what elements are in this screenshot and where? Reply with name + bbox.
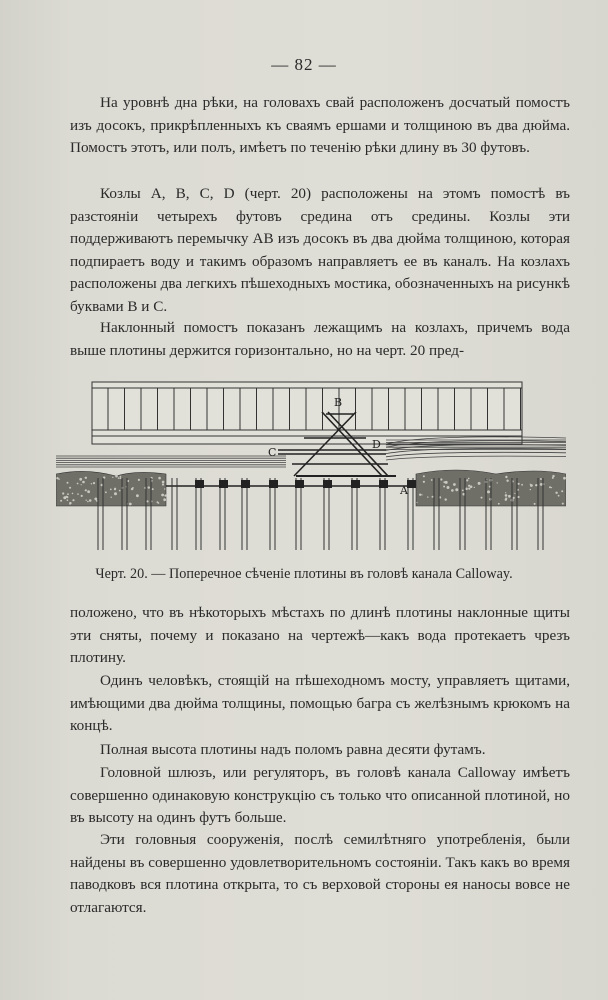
dam-wall (92, 382, 522, 444)
label-c: C (268, 446, 277, 459)
paragraph-operator: Одинъ человѣкъ, стоящій на пѣшеходномъ мосту, управляетъ щитами, имѣющими два дюйма толщины, помощью багра съ желѣзнымъ крюкомъ на концѣ. (70, 672, 570, 735)
paragraph-trestles: Козлы А, В, С, D (черт. 20) расположены на этомъ помостѣ въ разстояніи четырехъ футовъ средина отъ средины. Козлы эти поддерживаютъ перемычку АВ изъ досокъ въ два дюйма толщиною, которая подпираетъ воду и такимъ образомъ направляетъ ее въ каналъ. На козлахъ расположены два легкихъ пѣшеходныхъ мостика, обозначенныхъ на рисункѣ буквами В и С. (70, 185, 570, 315)
paragraph-head-sluice: Головной шлюзъ, или регуляторъ, въ головѣ канала Calloway имѣетъ совершенно одинаковую конструкцію съ только что описанной плотиной, но въ высоту на одинъ футъ больше. (70, 764, 570, 827)
label-a: A (400, 484, 408, 497)
figure-caption: Черт. 20. — Поперечное сѣченіе плотины въ головѣ канала Calloway. (95, 566, 513, 582)
label-d: D (372, 438, 381, 451)
paragraph-height: Полная высота плотины надъ поломъ равна десяти футамъ. (100, 741, 486, 758)
label-b: B (334, 396, 343, 409)
pile-heads (195, 480, 416, 488)
paragraph-removed-shields: положено, что въ нѣкоторыхъ мѣстахъ по длинѣ плотины наклонные щиты эти сняты, почему и показано на чертежѣ—какъ вода протекаетъ чрезъ плотину. (70, 604, 570, 667)
paragraph-condition: Эти головныя сооруженія, послѣ семилѣтняго употребленія, были найдены въ совершенно удовлетворительномъ состояніи. Такъ какъ во время паводковъ вся плотина открыта, то съ верховой стороны ея наносы вовсе не отлагаются. (70, 831, 570, 916)
paragraph-inclined-platform: Наклонный помостъ показанъ лежащимъ на козлахъ, причемъ вода выше плотины держится горизонтально, но на черт. 20 пред- (70, 319, 570, 359)
dam-cross-section-figure (56, 378, 566, 554)
paragraph-platform: На уровнѣ дна рѣки, на головахъ свай расположенъ досчатый помостъ изъ досокъ, прикрѣпленныхъ къ сваямъ ершами и толщиною въ два дюйма. Помостъ этотъ, или полъ, имѣетъ по теченію рѣки длину въ 30 футовъ. (70, 94, 570, 157)
page-number: — 82 — (271, 55, 337, 74)
